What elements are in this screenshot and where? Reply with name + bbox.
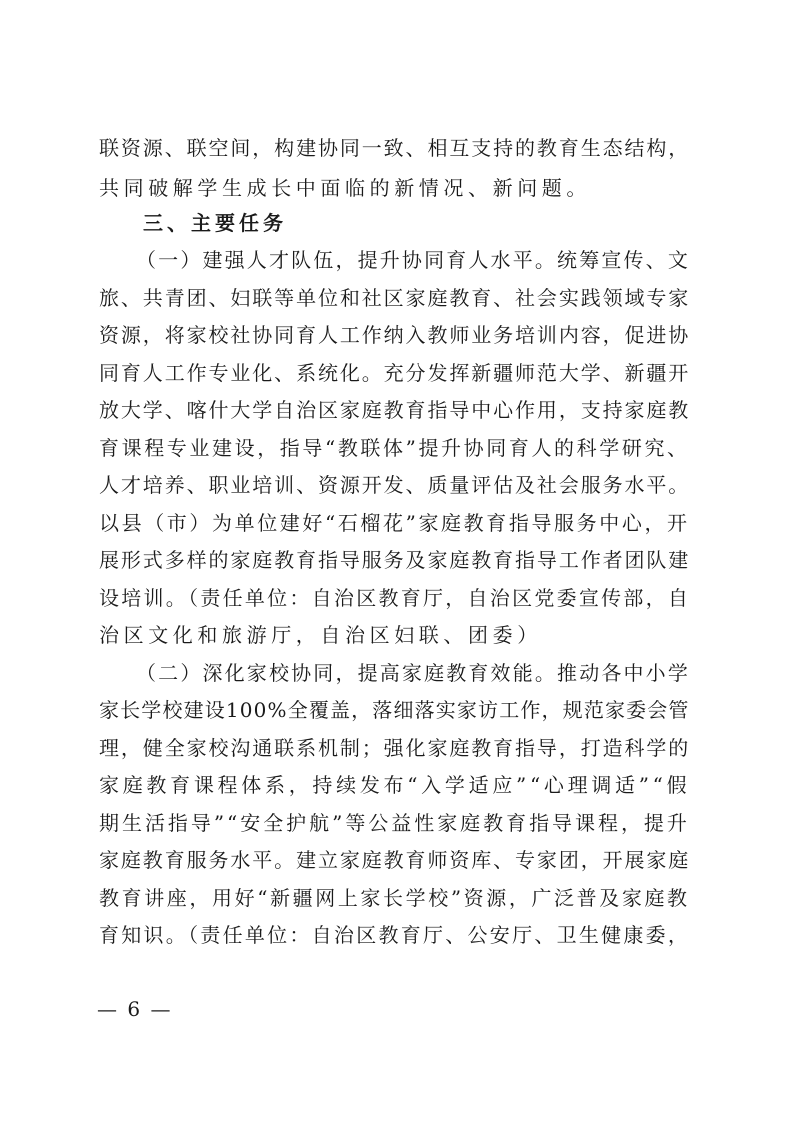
- text-line: 放大学、喀什大学自治区家庭教育指导中心作用，支持家庭教: [99, 398, 691, 422]
- page-number: — 6 —: [97, 997, 173, 1021]
- text-line: 治区文化和旅游厅，自治区妇联、团委）: [99, 623, 542, 647]
- text-line: 共同破解学生成长中面临的新情况、新问题。: [99, 176, 591, 200]
- text-line: 育知识。（责任单位：自治区教育厅、公安厅、卫生健康委，: [99, 923, 691, 947]
- text-line: （二）深化家校协同，提高家庭教育效能。推动各中小学: [136, 661, 690, 685]
- text-line: 家庭教育服务水平。建立家庭教育师资库、专家团，开展家庭: [99, 848, 691, 872]
- text-line: 展形式多样的家庭教育指导服务及家庭教育指导工作者团队建: [99, 548, 691, 572]
- text-line: 家长学校建设100%全覆盖，落细落实家访工作，规范家委会管: [99, 698, 690, 722]
- text-line: 育课程专业建设，指导“教联体”提升协同育人的科学研究、: [99, 436, 690, 460]
- text-line: 人才培养、职业培训、资源开发、质量评估及社会服务水平。: [99, 473, 691, 497]
- text-line: 教育讲座，用好“新疆网上家长学校”资源，广泛普及家庭教: [99, 886, 690, 910]
- text-line: （一）建强人才队伍，提升协同育人水平。统筹宣传、文: [136, 248, 690, 272]
- text-line: 旅、共青团、妇联等单位和社区家庭教育、社会实践领域专家: [99, 286, 691, 310]
- text-line: 设培训。（责任单位：自治区教育厅，自治区党委宣传部，自: [99, 586, 691, 610]
- section-heading: 三、主要任务: [143, 211, 287, 235]
- text-line: 资源，将家校社协同育人工作纳入教师业务培训内容，促进协: [99, 323, 691, 347]
- text-line: 联资源、联空间，构建协同一致、相互支持的教育生态结构，: [99, 136, 691, 160]
- text-line: 以县（市）为单位建好“石榴花”家庭教育指导服务中心，开: [99, 511, 690, 535]
- text-line: 家庭教育课程体系，持续发布“入学适应”“心理调适”“假: [99, 773, 691, 797]
- text-line: 同育人工作专业化、系统化。充分发挥新疆师范大学、新疆开: [99, 361, 691, 385]
- text-line: 期生活指导”“安全护航”等公益性家庭教育指导课程，提升: [99, 811, 690, 835]
- text-line: 理，健全家校沟通联系机制；强化家庭教育指导，打造科学的: [99, 736, 691, 760]
